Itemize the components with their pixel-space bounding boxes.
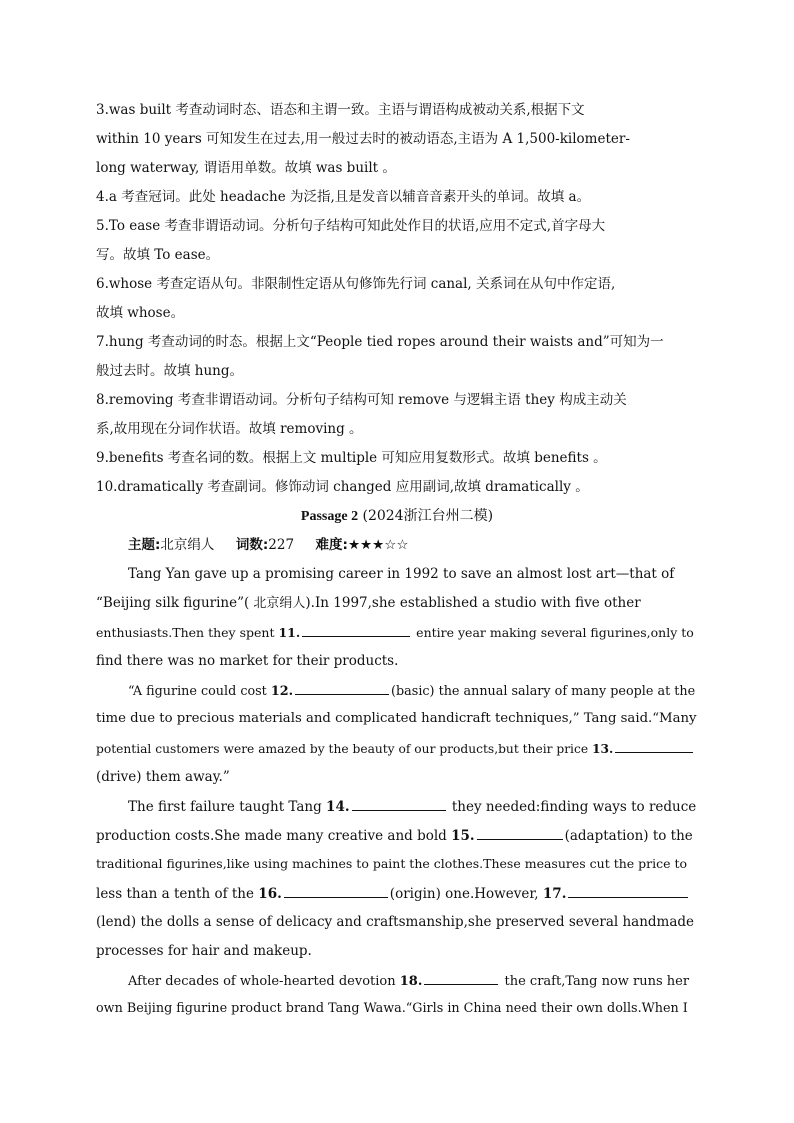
para4-text: After decades of whole-hearted devotion	[128, 974, 400, 989]
para2-text: potential customers were amazed by the beauty of our products,but their price	[96, 742, 592, 756]
para3-line-4	[96, 883, 696, 904]
words-label: 词数:	[235, 537, 269, 553]
para3-line-2	[96, 825, 696, 846]
para1-text: “Beijing silk figurine”(	[96, 595, 250, 611]
answer-7-line-1: 7.hung 考查动词的时态。根据上文“People tied ropes around their waists and”可知为一	[96, 334, 664, 350]
answer-10-line-1: 10.dramatically 考查副词。修饰动词 changed 应用副词,故填 dramatically 。	[96, 479, 589, 495]
para3-line-6: processes for hair and makeup.	[96, 943, 312, 959]
blank-15[interactable]	[477, 825, 563, 840]
answer-8-line-2: 系,故用现在分词作状语。故填 removing 。	[96, 421, 363, 437]
theme-label: 主题:	[128, 537, 161, 553]
para3-line-1	[128, 796, 696, 817]
para1-line-3	[96, 622, 696, 643]
answer-8-line-1: 8.removing 考查非谓语动词。分析句子结构可知 remove 与逻辑主语 they 构成主动关	[96, 392, 627, 408]
blank-17[interactable]	[568, 883, 688, 898]
answer-4-line-1: 4.a 考查冠词。此处 headache 为泛指,且是发音以辅音音素开头的单词。故填 a。	[96, 189, 591, 205]
para1-text: ).In 1997,she established a studio with five other	[305, 595, 641, 611]
para3-text: The first failure taught Tang	[128, 799, 327, 815]
para1-line-1: Tang Yan gave up a promising career in 1992 to save an almost lost art—that of	[128, 566, 675, 582]
answer-3-line-3: long waterway, 谓语用单数。故填 was built 。	[96, 160, 396, 176]
passage-title-bold: Passage 2	[300, 509, 359, 524]
para3-text: (origin) one.However,	[389, 886, 543, 902]
difficulty-label: 难度:	[315, 537, 348, 553]
blank-number-12: 12.	[270, 684, 294, 699]
blank-number-11: 11.	[278, 625, 301, 640]
answer-5-line-2: 写。故填 To ease。	[96, 247, 220, 263]
para2-line-3	[96, 738, 696, 759]
blank-number-16: 16.	[258, 886, 282, 902]
theme-value: 北京绢人	[160, 537, 215, 553]
para2-line-1	[128, 680, 696, 702]
para1-text: entire year making several figurines,only to	[412, 625, 694, 640]
para3-line-5: (lend) the dolls a sense of delicacy and craftsmanship,she preserved several handmade	[96, 914, 695, 930]
para1-line-2	[96, 593, 696, 614]
answer-6-line-1: 6.whose 考查定语从句。非限制性定语从句修饰先行词 canal, 关系词在从句中作定语,	[96, 276, 616, 292]
blank-13[interactable]	[615, 738, 693, 753]
passage-title	[0, 506, 794, 527]
para4-line-1	[128, 970, 696, 992]
para3-text: (adaptation) to the	[564, 828, 693, 844]
words-value: 227	[268, 537, 295, 553]
para4-text: the craft,Tang now runs her	[500, 974, 690, 989]
para2-text: (basic) the annual salary of many people at the	[391, 684, 696, 699]
blank-11[interactable]	[302, 622, 410, 637]
answer-7-line-2: 般过去时。故填 hung。	[96, 363, 244, 379]
answer-3-line-1: 3.was built 考查动词时态、语态和主谓一致。主语与谓语构成被动关系,根据下文	[96, 102, 585, 118]
para3-line-3: traditional figurines,like using machines to paint the clothes.These measures cut the price to	[96, 856, 688, 871]
para3-text: production costs.She made many creative and bold	[96, 828, 452, 844]
blank-18[interactable]	[424, 970, 498, 985]
blank-12[interactable]	[295, 680, 389, 695]
para2-line-4: (drive) them away.”	[96, 769, 230, 785]
para1-text: enthusiasts.Then they spent	[96, 625, 279, 640]
answer-5-line-1: 5.To ease 考查非谓语动词。分析句子结构可知此处作目的状语,应用不定式,首字母大	[96, 218, 606, 234]
blank-number-18: 18.	[399, 974, 423, 989]
chinese-term: 北京绢人	[249, 596, 306, 611]
blank-16[interactable]	[284, 883, 388, 898]
blank-number-13: 13.	[591, 741, 614, 756]
difficulty-stars: ★★★☆☆	[347, 537, 409, 553]
para4-line-2: own Beijing figurine product brand Tang Wawa.“Girls in China need their own dolls.When I	[96, 1001, 688, 1016]
para2-text: “A figurine could cost	[128, 684, 271, 699]
para3-text: they needed:finding ways to reduce	[447, 799, 697, 815]
answer-6-line-2: 故填 whose。	[96, 305, 185, 321]
blank-14[interactable]	[352, 796, 446, 811]
answer-3-line-2: within 10 years 可知发生在过去,用一般过去时的被动语态,主语为 A 1,500-kilometer-	[96, 131, 630, 147]
blank-number-17: 17.	[542, 886, 567, 902]
blank-number-14: 14.	[326, 799, 350, 815]
para3-text: less than a tenth of the	[96, 886, 259, 902]
para1-line-4: find there was no market for their products.	[96, 653, 399, 669]
answer-9-line-1: 9.benefits 考查名词的数。根据上文 multiple 可知应用复数形式。故填 benefits 。	[96, 450, 607, 466]
passage-meta	[128, 535, 408, 555]
passage-title-source: (2024浙江台州二模)	[358, 508, 494, 524]
para2-line-2: time due to precious materials and complicated handicraft techniques,” Tang said.“Many	[96, 711, 697, 726]
blank-number-15: 15.	[451, 828, 475, 844]
